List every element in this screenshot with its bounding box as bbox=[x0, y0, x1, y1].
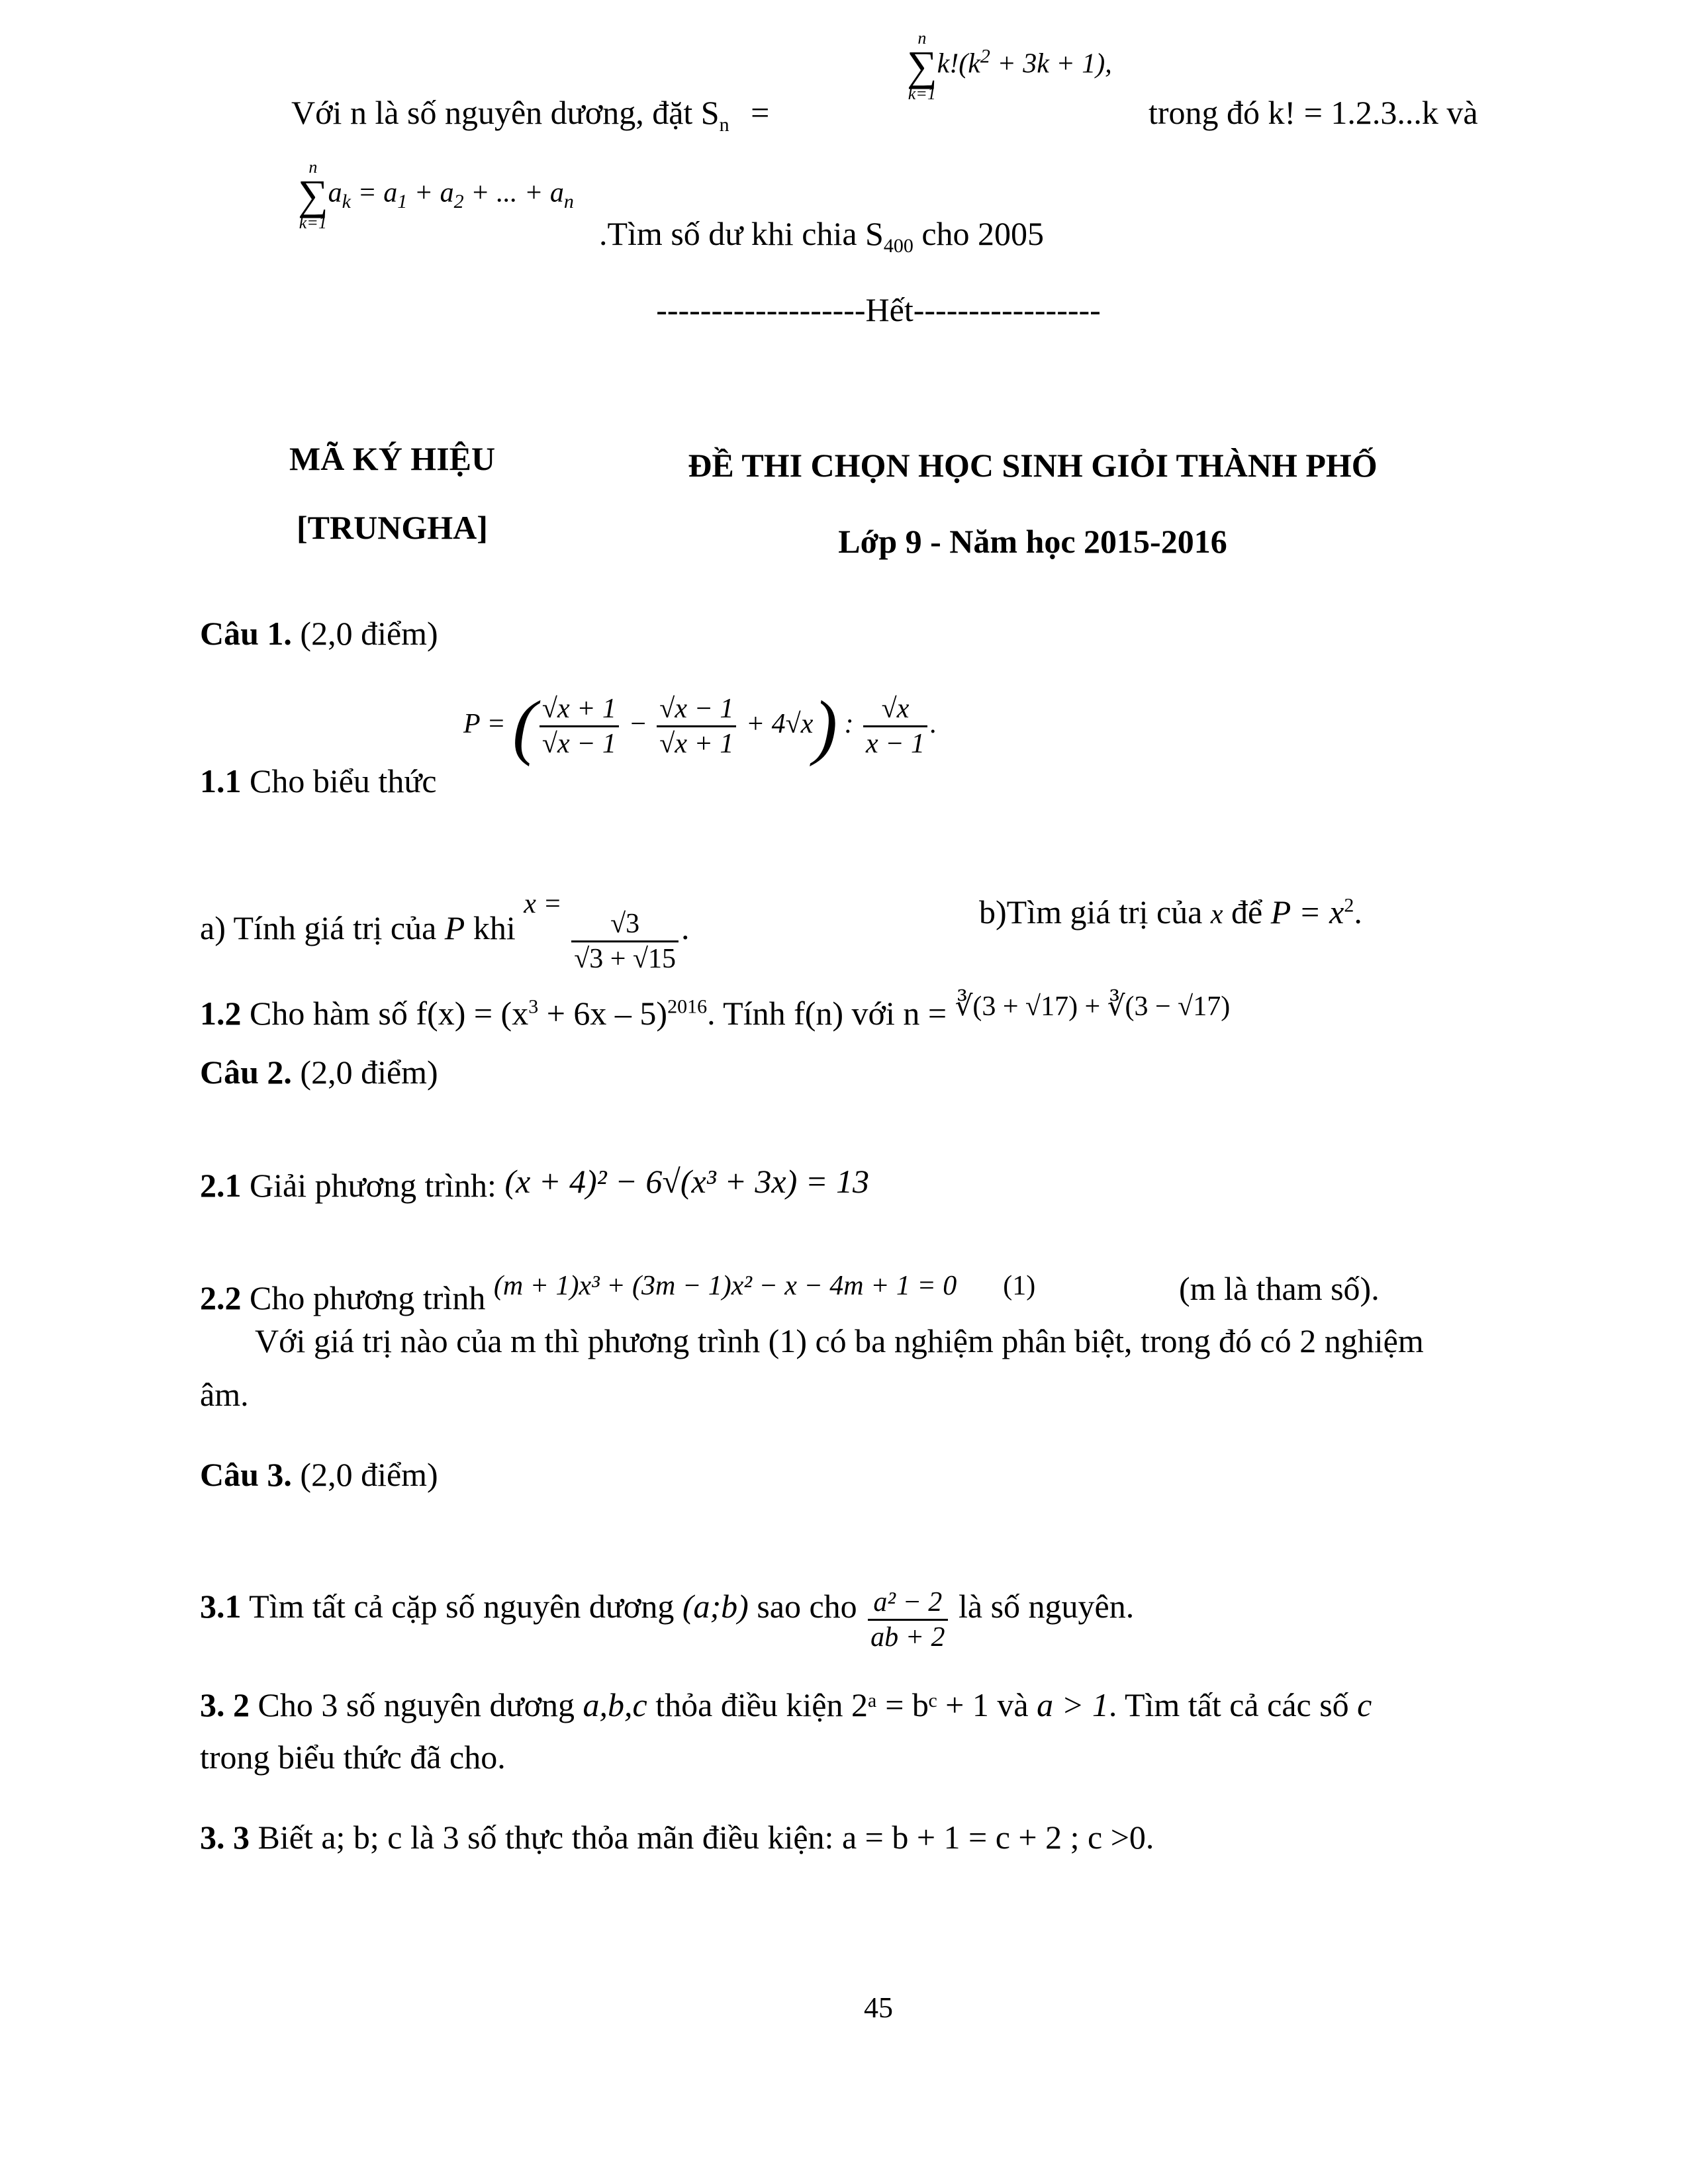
num: 1.1 bbox=[200, 762, 242, 799]
t: Cho phương trình bbox=[241, 1279, 494, 1316]
eq: (x + 4)² − 6√(x³ + 3x) = 13 bbox=[504, 1163, 870, 1200]
t: = a bbox=[350, 177, 398, 208]
sub: k bbox=[342, 190, 351, 212]
num: √x bbox=[881, 694, 910, 724]
den: ab + 2 bbox=[868, 1619, 947, 1651]
t: + a bbox=[407, 177, 454, 208]
sigma-icon: ∑ bbox=[298, 171, 328, 218]
exam-title: ĐỀ THI CHỌN HỌC SINH GIỎI THÀNH PHỐ bbox=[688, 447, 1378, 484]
num: a² − 2 bbox=[873, 1587, 943, 1617]
frac bbox=[571, 910, 679, 973]
text: Cho biểu thức bbox=[241, 762, 437, 799]
q3-3 bbox=[200, 1821, 1154, 1854]
dot: . bbox=[681, 909, 690, 946]
q3-title: Câu 3. bbox=[200, 1456, 292, 1493]
sub-400: 400 bbox=[883, 235, 914, 257]
q1-heading bbox=[200, 617, 438, 650]
t: thỏa điều kiện bbox=[647, 1686, 852, 1723]
task-end: cho 2005 bbox=[913, 215, 1045, 252]
ab: (a;b) bbox=[682, 1588, 749, 1625]
num: 3. 2 bbox=[200, 1686, 250, 1723]
sub: 1 bbox=[397, 190, 408, 212]
t: Cho hàm số f(x) = (x bbox=[241, 995, 529, 1032]
plus: + 4√x bbox=[739, 709, 814, 740]
task: .Tìm số dư khi chia S bbox=[599, 215, 884, 252]
equals: = bbox=[751, 94, 770, 131]
sup: 2016 bbox=[667, 995, 708, 1018]
sum-top: n bbox=[308, 158, 318, 177]
cond: a > 1 bbox=[1037, 1686, 1109, 1723]
sigma bbox=[907, 30, 937, 103]
bracket-right: ) bbox=[813, 686, 838, 767]
q3-1 bbox=[200, 1588, 1134, 1651]
P: P bbox=[444, 909, 465, 946]
P: P bbox=[463, 709, 480, 740]
den: √x − 1 bbox=[539, 725, 619, 758]
frac bbox=[539, 695, 619, 758]
q2-2-param: (m là tham số). bbox=[1179, 1270, 1380, 1307]
t: . Tìm tất cả các số bbox=[1108, 1686, 1358, 1723]
sum-tail: + 3k + 1), bbox=[990, 48, 1112, 79]
num: √x + 1 bbox=[541, 694, 616, 724]
t: . Tính f(n) với n = bbox=[707, 995, 955, 1032]
frac bbox=[863, 695, 927, 758]
t: b)Tìm giá trị của bbox=[979, 893, 1211, 931]
q2-2-question: Với giá trị nào của m thì phương trình (1) có ba nghiệm phân biệt, trong đó có 2 nghiệm bbox=[255, 1322, 1424, 1359]
q2-title: Câu 2. bbox=[200, 1054, 292, 1091]
end-marker: -------------------Hết----------------- bbox=[656, 291, 1101, 328]
t: Biết a; b; c là 3 số thực thỏa mãn điều kiện: a = b + 1 = c + 2 ; c >0. bbox=[250, 1819, 1154, 1856]
eq: 2ᵃ = bᶜ + 1 bbox=[851, 1686, 989, 1723]
page-number: 45 bbox=[864, 1991, 893, 2024]
sigma-icon: ∑ bbox=[907, 42, 937, 89]
dot: . bbox=[930, 709, 937, 740]
code: [TRUNGHA] bbox=[297, 509, 488, 546]
t: + 6x – 5) bbox=[538, 995, 668, 1032]
sum-formula bbox=[907, 30, 1112, 103]
intro-text: Với n là số nguyên dương, đặt S bbox=[291, 94, 720, 131]
sum-body: k!(k bbox=[937, 48, 980, 79]
intro-post: trong đó k! = 1.2.3...k và bbox=[1149, 94, 1478, 131]
sigma bbox=[298, 159, 328, 232]
q1-1 bbox=[200, 764, 437, 797]
t: khi bbox=[465, 909, 524, 946]
t: Tìm tất cả cặp số nguyên dương bbox=[241, 1588, 682, 1625]
sq: 2 bbox=[1344, 894, 1354, 917]
formula-P bbox=[463, 686, 937, 767]
t: a) Tính giá trị của bbox=[200, 909, 445, 946]
t: Cho 3 số nguyên dương bbox=[250, 1686, 583, 1723]
tag: (1) bbox=[1003, 1271, 1036, 1301]
q2-heading bbox=[200, 1056, 438, 1089]
t: để bbox=[1223, 893, 1271, 931]
t: sao cho bbox=[748, 1588, 866, 1625]
minus: − bbox=[621, 709, 655, 740]
den: √3 + √15 bbox=[571, 940, 679, 973]
code-label: MÃ KÝ HIỆU bbox=[289, 440, 496, 477]
exam-subtitle: Lớp 9 - Năm học 2015-2016 bbox=[838, 523, 1227, 560]
num: 3. 3 bbox=[200, 1819, 250, 1856]
bracket-left: ( bbox=[512, 686, 537, 767]
x: x = bbox=[524, 889, 569, 919]
eq: = bbox=[479, 709, 513, 740]
q1-2 bbox=[200, 993, 1230, 1030]
q1-title: Câu 1. bbox=[200, 615, 292, 652]
intro-line-1 bbox=[291, 28, 1562, 136]
x: x bbox=[1210, 899, 1223, 930]
sub: n bbox=[563, 190, 574, 212]
q2-2-question-end: âm. bbox=[200, 1376, 249, 1413]
q3-heading bbox=[200, 1458, 438, 1491]
sum-bottom: k=1 bbox=[299, 212, 327, 232]
sum-sq: 2 bbox=[980, 45, 990, 68]
den: x − 1 bbox=[863, 725, 927, 758]
c: c bbox=[1357, 1686, 1372, 1723]
num: √3 bbox=[610, 909, 640, 939]
t: + ... + a bbox=[463, 177, 564, 208]
q1-1a bbox=[200, 890, 690, 973]
eq: P = x bbox=[1270, 893, 1344, 931]
root: ∛(3 + √17) + ∛(3 − √17) bbox=[955, 991, 1231, 1022]
abc: a,b,c bbox=[583, 1686, 647, 1723]
frac bbox=[868, 1588, 947, 1651]
task-line bbox=[599, 215, 1045, 257]
t: là số nguyên. bbox=[950, 1588, 1135, 1625]
q3-2 bbox=[200, 1688, 1372, 1721]
frac bbox=[657, 695, 736, 758]
q3-2-line2: trong biểu thức đã cho. bbox=[200, 1739, 506, 1776]
dot: . bbox=[1354, 893, 1362, 931]
sum-bottom: k=1 bbox=[908, 83, 936, 103]
sum-top: n bbox=[917, 28, 927, 48]
num: √x − 1 bbox=[659, 694, 734, 724]
num: 3.1 bbox=[200, 1588, 242, 1625]
num: 2.2 bbox=[200, 1279, 242, 1316]
q2-1 bbox=[200, 1165, 869, 1202]
q2-2 bbox=[200, 1272, 1035, 1314]
q3-points: (2,0 điểm) bbox=[291, 1456, 438, 1493]
q1-1b bbox=[979, 895, 1362, 929]
a: a bbox=[328, 177, 342, 208]
t: và bbox=[988, 1686, 1037, 1723]
q1-points: (2,0 điểm) bbox=[291, 615, 438, 652]
num: 1.2 bbox=[200, 995, 242, 1032]
sub-n: n bbox=[719, 114, 729, 136]
t: Giải phương trình: bbox=[241, 1167, 505, 1204]
sup: 3 bbox=[528, 995, 539, 1018]
den: √x + 1 bbox=[657, 725, 736, 758]
num: 2.1 bbox=[200, 1167, 242, 1204]
eq: (m + 1)x³ + (3m − 1)x² − x − 4m + 1 = 0 bbox=[493, 1271, 957, 1301]
q2-points: (2,0 điểm) bbox=[291, 1054, 438, 1091]
sum-definition bbox=[298, 159, 574, 232]
sub: 2 bbox=[453, 190, 464, 212]
colon: : bbox=[837, 709, 861, 740]
